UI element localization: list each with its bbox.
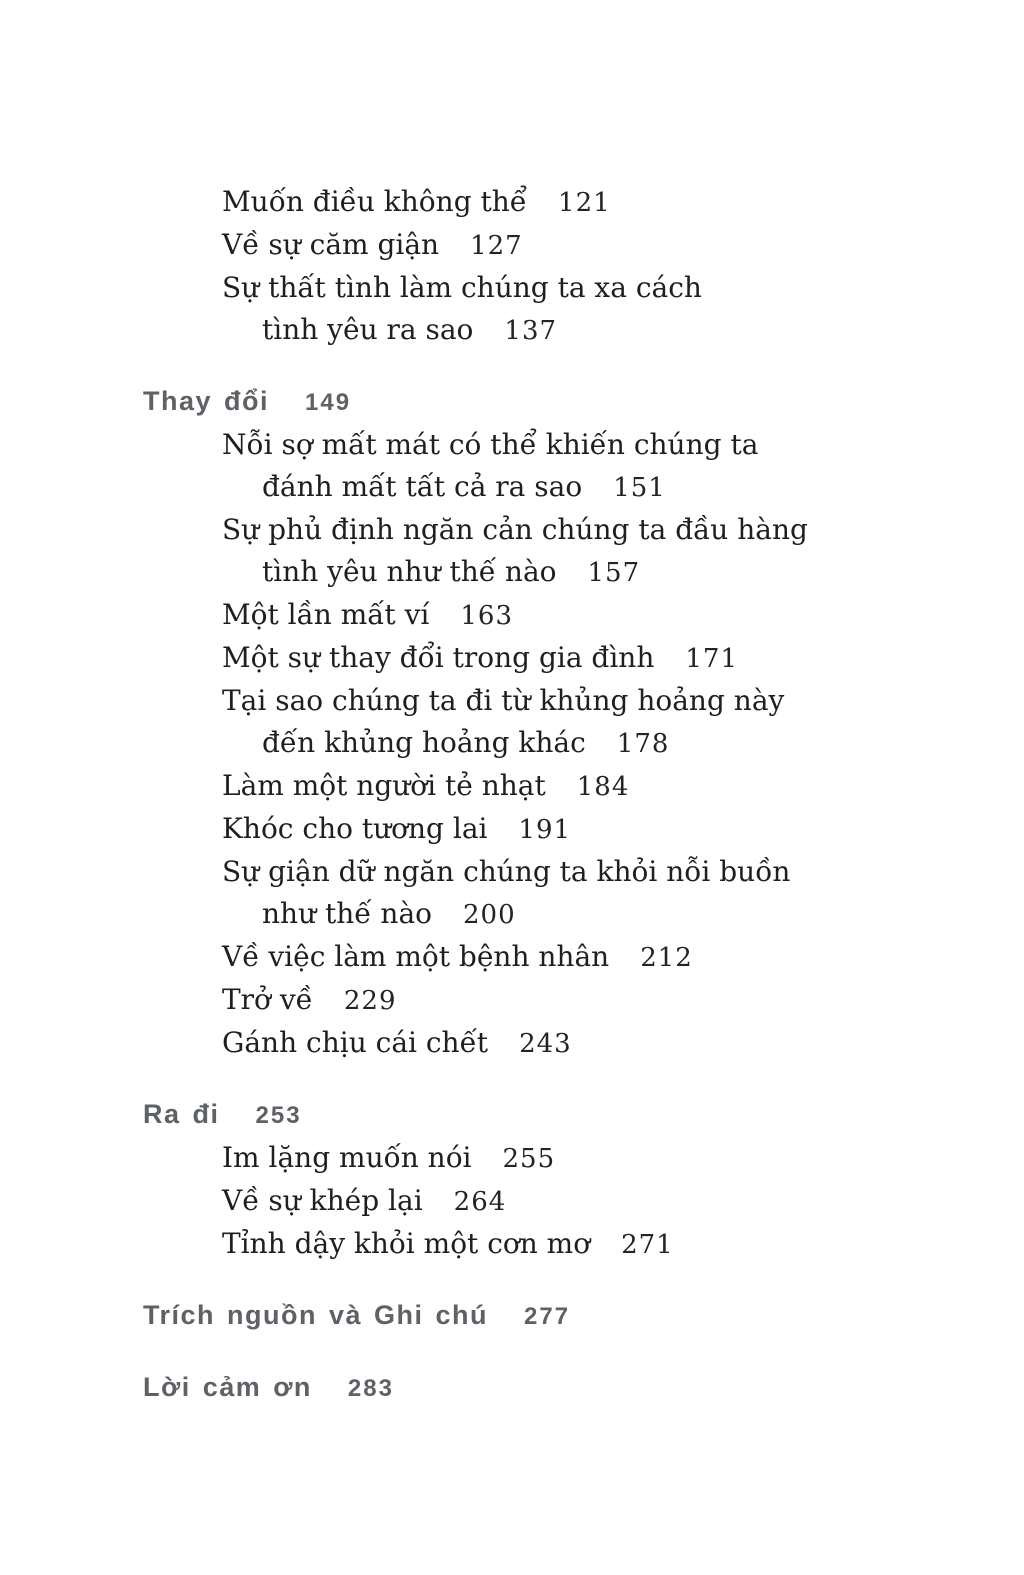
page-number: 121 (558, 188, 611, 218)
entry-title-text: đến khủng hoảng khác (262, 726, 586, 759)
toc-item (143, 765, 903, 808)
page-number: 137 (504, 316, 558, 346)
entry-title-text: Nỗi sợ mất mát có thể khiến chúng ta (222, 428, 759, 461)
page-number: 163 (460, 601, 514, 631)
entry-title-line (143, 466, 903, 509)
entry-title-line (143, 1180, 903, 1223)
entry-title-line (143, 181, 903, 224)
entry-title-text: Một lần mất ví (222, 598, 430, 631)
page-number: 200 (463, 900, 516, 930)
entry-title-line (143, 1294, 903, 1338)
entry-title-text: Trích nguồn và Ghi chú (143, 1300, 489, 1330)
entry-title-line (143, 424, 903, 466)
entry-title-text: Im lặng muốn nói (222, 1141, 472, 1174)
entry-title-text: Thay đổi (143, 386, 270, 416)
toc-item (143, 1137, 903, 1180)
toc-item (143, 979, 903, 1022)
entry-title-text: Về sự khép lại (222, 1184, 423, 1217)
toc-item (143, 594, 903, 637)
toc-section-heading (143, 1366, 903, 1410)
entry-title-text: Tại sao chúng ta đi từ khủng hoảng này (222, 684, 785, 717)
entry-title-line (143, 808, 903, 851)
entry-title-text: Sự thất tình làm chúng ta xa cách (222, 271, 702, 304)
entry-title-line (143, 722, 903, 765)
page-number: 264 (453, 1187, 507, 1217)
entry-title-line (143, 1223, 903, 1266)
entry-title-line (143, 1137, 903, 1180)
toc-item (143, 1180, 903, 1223)
entry-title-text: Sự giận dữ ngăn chúng ta khỏi nỗi buồn (222, 855, 791, 888)
toc-item (143, 680, 903, 765)
page-number: 184 (576, 772, 630, 802)
entry-title-line (143, 551, 903, 594)
entry-title-text: Muốn điều không thể (222, 185, 528, 218)
page-number: 271 (621, 1230, 674, 1260)
entry-title-text: Về sự căm giận (222, 228, 440, 261)
entry-title-line (143, 893, 903, 936)
toc-section-heading (143, 1294, 903, 1338)
entry-title-text: Về việc làm một bệnh nhân (222, 940, 610, 973)
entry-title-line (143, 1366, 903, 1410)
entry-title-text: tình yêu như thế nào (262, 555, 557, 588)
entry-title-line (143, 509, 903, 551)
entry-title-line (143, 680, 903, 722)
page-number: 127 (470, 231, 523, 261)
toc-item (143, 637, 903, 680)
toc-item (143, 267, 903, 352)
page-number: 229 (343, 986, 397, 1016)
entry-title-text: Trở về (222, 983, 313, 1016)
page-number: 151 (613, 473, 666, 503)
page-number: 171 (685, 644, 738, 674)
entry-title-line (143, 851, 903, 893)
entry-title-line (143, 267, 903, 309)
toc-item (143, 1022, 903, 1065)
entry-title-line (143, 765, 903, 808)
entry-title-text: Sự phủ định ngăn cản chúng ta đầu hàng (222, 513, 808, 546)
toc-item (143, 808, 903, 851)
entry-title-line (143, 380, 903, 424)
entry-title-text: Ra đi (143, 1099, 220, 1129)
entry-title-text: đánh mất tất cả ra sao (262, 470, 583, 503)
page-number: 212 (640, 943, 693, 973)
toc-item (143, 424, 903, 509)
entry-title-line (143, 224, 903, 267)
entry-title-text: Gánh chịu cái chết (222, 1026, 489, 1059)
entry-title-line (143, 1022, 903, 1065)
table-of-contents (143, 181, 903, 1410)
page-number: 253 (255, 1102, 302, 1129)
toc-section-heading (143, 1093, 903, 1137)
toc-item (143, 509, 903, 594)
entry-title-text: Lời cảm ơn (143, 1372, 312, 1402)
page-number: 157 (587, 558, 641, 588)
entry-title-text: Khóc cho tương lai (222, 812, 488, 845)
entry-title-text: tình yêu ra sao (262, 313, 474, 346)
page-number: 178 (616, 729, 670, 759)
entry-title-text: Tỉnh dậy khỏi một cơn mơ (222, 1227, 591, 1260)
entry-title-line (143, 594, 903, 637)
entry-title-line (143, 936, 903, 979)
toc-item (143, 936, 903, 979)
toc-section-heading (143, 380, 903, 424)
page-number: 243 (519, 1029, 572, 1059)
toc-item (143, 1223, 903, 1266)
toc-item (143, 181, 903, 224)
toc-item (143, 224, 903, 267)
entry-title-line (143, 309, 903, 352)
entry-title-line (143, 979, 903, 1022)
toc-item (143, 851, 903, 936)
entry-title-line (143, 637, 903, 680)
page-number: 149 (305, 389, 352, 416)
entry-title-text: Một sự thay đổi trong gia đình (222, 641, 655, 674)
entry-title-line (143, 1093, 903, 1137)
entry-title-text: như thế nào (262, 897, 432, 930)
page-number: 255 (502, 1144, 556, 1174)
page-number: 277 (524, 1303, 571, 1330)
page-number: 283 (347, 1375, 394, 1402)
entry-title-text: Làm một người tẻ nhạt (222, 769, 546, 802)
page-number: 191 (518, 815, 572, 845)
